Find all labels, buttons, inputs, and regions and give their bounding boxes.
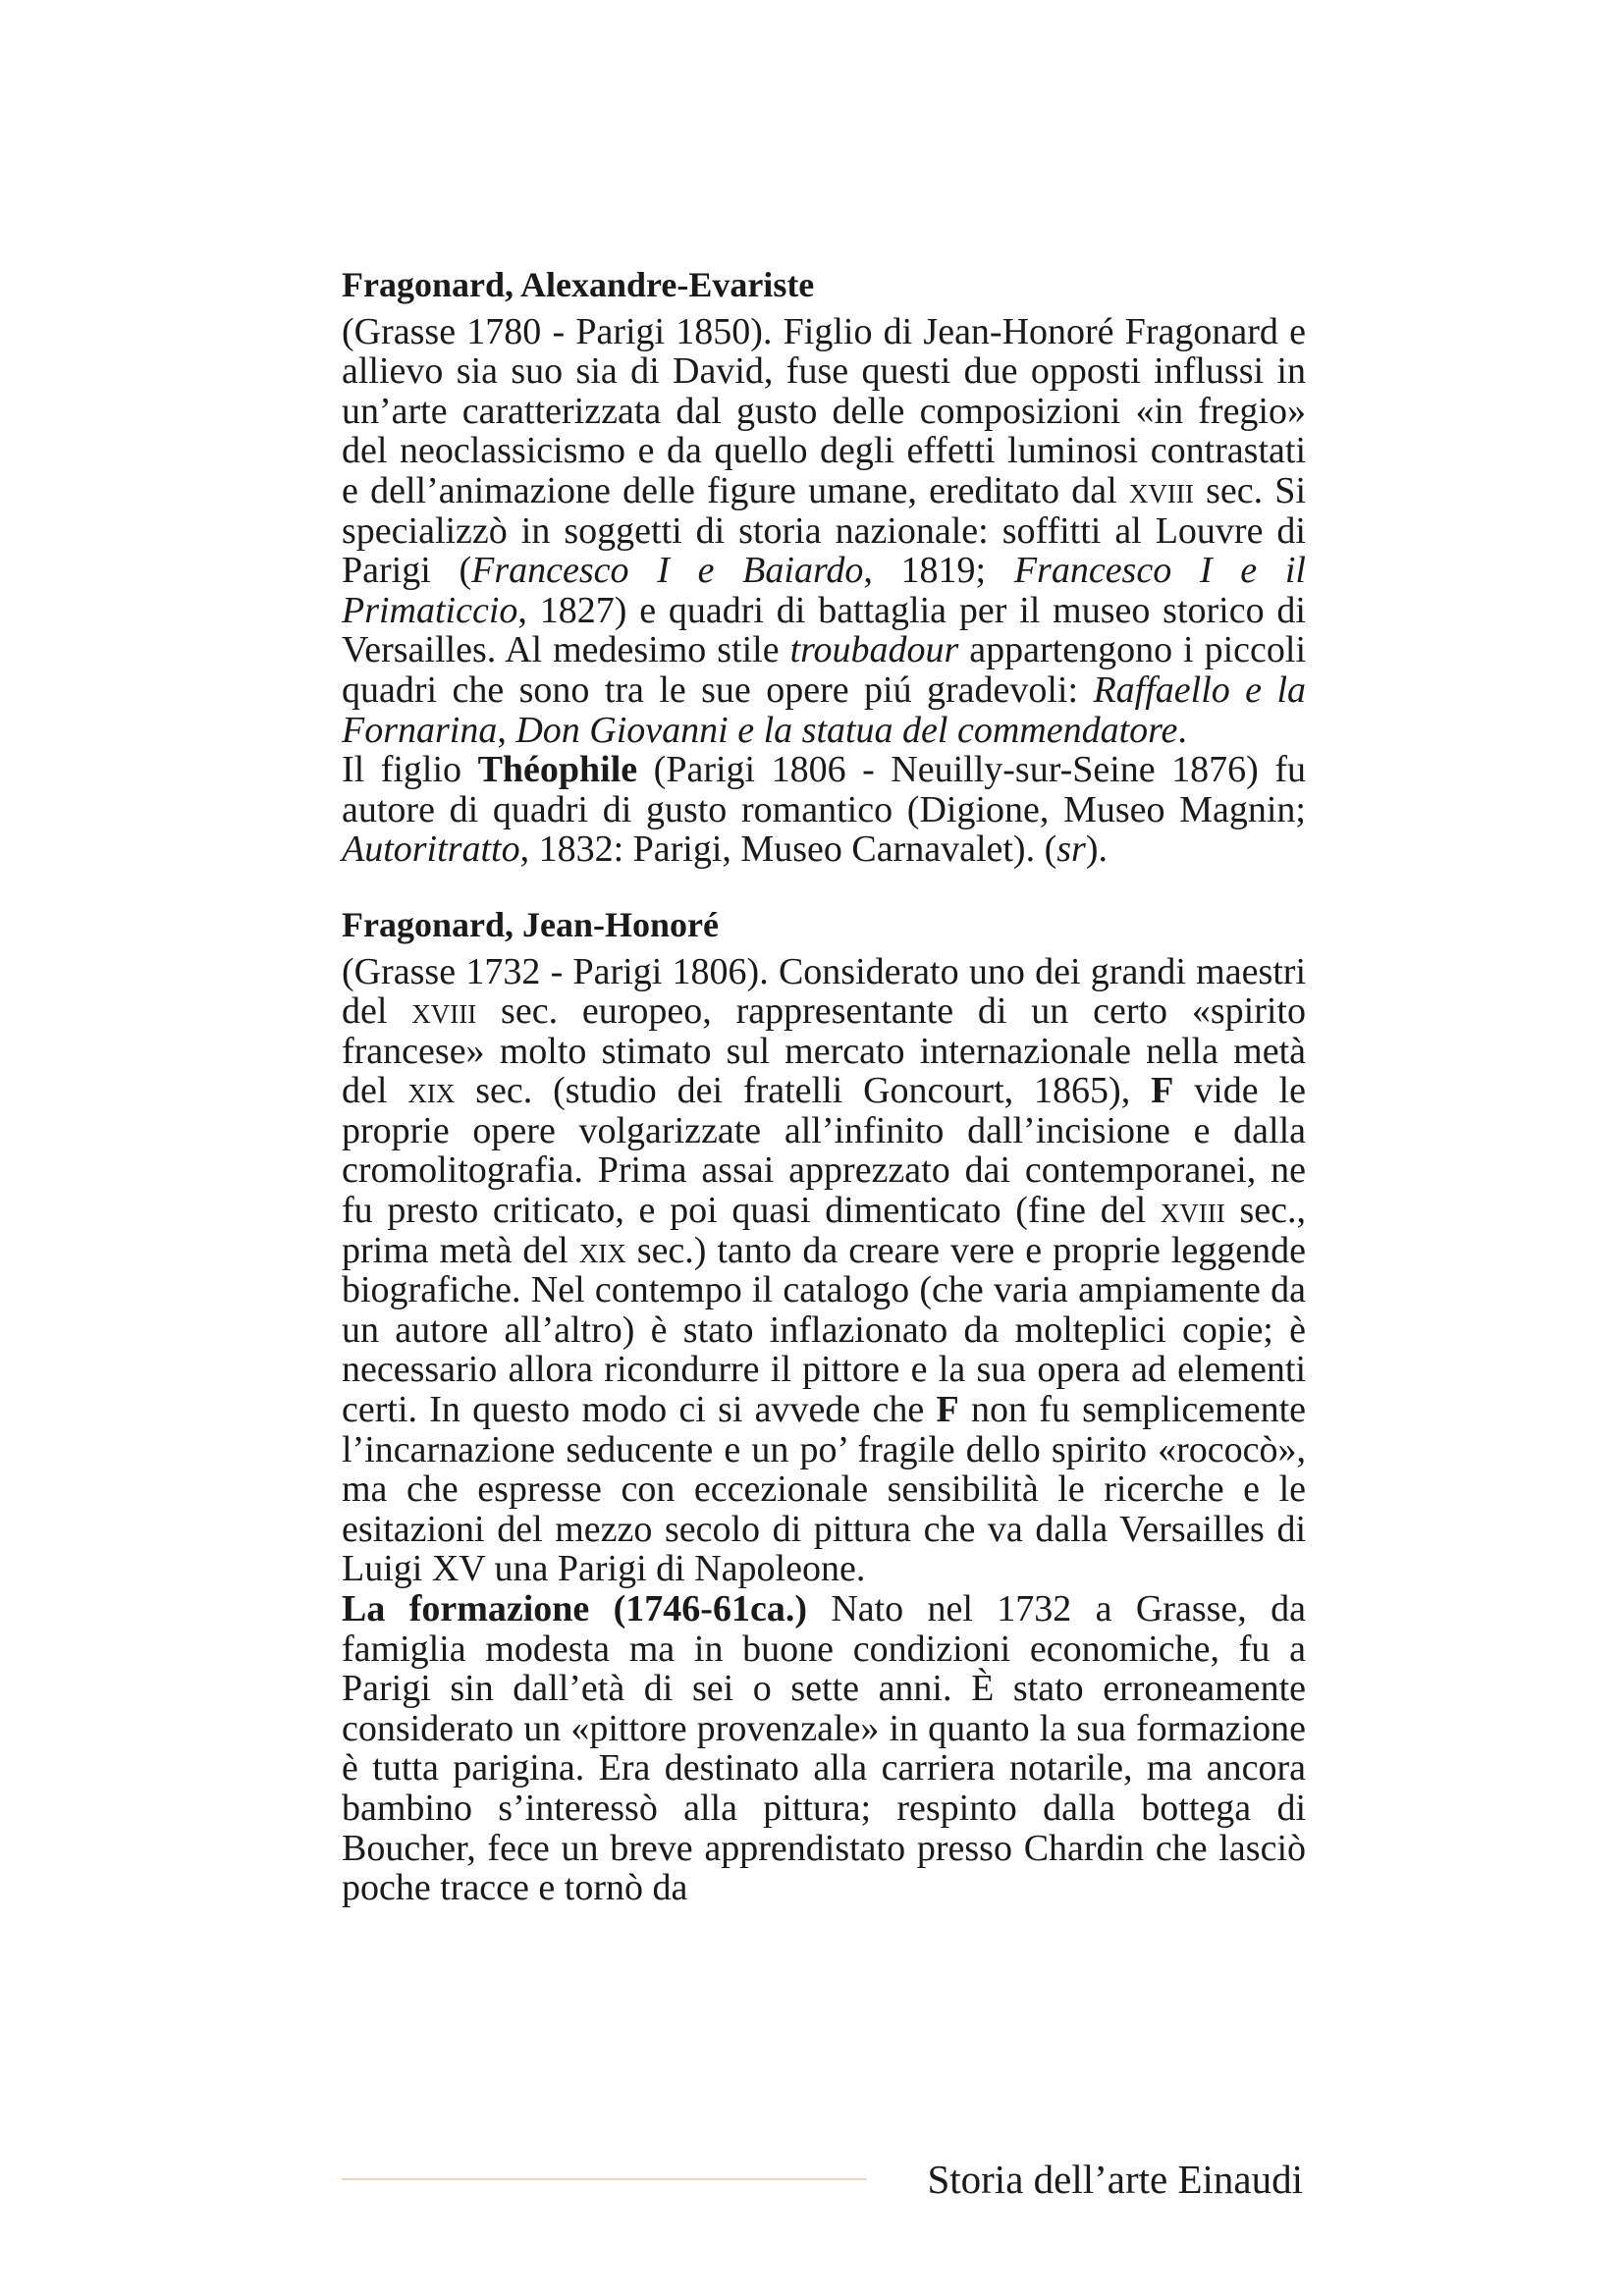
entry-paragraph [342, 952, 1306, 1590]
text-run-smallcaps: xix [578, 1229, 626, 1271]
subject-abbrev: F [1151, 1070, 1174, 1112]
text-run: (Grasse 1780 - Parigi 1850). Figlio di Jean-Honoré Fragonard e allievo sia suo sia di David, fuse questi due opposti influssi in un’arte caratterizzata dal gusto delle composizioni «in fregio» del neoclassicismo e da quello degli effetti luminosi contrastati e dell’animazione delle figure umane, ereditato dal [342, 310, 1306, 511]
entry-alexandre-evariste [342, 265, 1306, 870]
text-run: , [497, 709, 516, 751]
text-run: , 1819; [863, 550, 1014, 592]
text-run-smallcaps: xviii [411, 990, 477, 1033]
text-run: sec. europeo, rappresentante di un certo «spirito francese» molto stimato sul mercato internazionale nella metà del [342, 990, 1306, 1112]
entry-jean-honore [342, 905, 1306, 1908]
text-run: , 1832: Parigi, Museo Carnavalet). ( [519, 828, 1057, 871]
section-heading: La formazione (1746-61ca.) [342, 1588, 807, 1629]
entry-paragraph [342, 750, 1306, 870]
person-name: Théophile [477, 749, 638, 791]
text-run: (Grasse 1732 - Parigi 1806). Considerato uno dei grandi maestri del [342, 950, 1306, 1033]
text-run: appartengono i piccoli quadri che sono tra le sue opere piú gradevoli: [342, 629, 1306, 711]
artwork-title: Francesco I e Baiardo [471, 550, 864, 592]
text-run: (Parigi 1806 - Neuilly-sur-Seine 1876) fu autore di quadri di gusto romantico (Digione, Museo Magnin; [342, 749, 1306, 830]
artwork-title: Autoritratto [342, 828, 520, 871]
text-run: Nato nel 1732 a Grasse, da famiglia modesta ma in buone condizioni economiche, fu a Parigi sin dall’età di sei o sette anni. È stato erroneamente considerato un «pittore provenzale» in quanto la sua formazione è tutta parigina. Era destinato alla carriera notarile, ma ancora bambino s’interessò alla pittura; respinto dalla bottega di Boucher, fece un breve apprendistato presso Chardin che lasciò poche tracce e tornò da [342, 1588, 1306, 1909]
footer-publisher: Storia dell’arte Einaudi [927, 2157, 1303, 2202]
text-run: sec. Si specializzò in soggetti di storia nazionale: soffitti al Louvre di Parigi ( [342, 469, 1307, 592]
entry-title: Fragonard, Jean-Honoré [342, 904, 719, 944]
text-run: ). [1085, 828, 1108, 871]
author-initials: sr [1056, 828, 1086, 871]
artwork-title: Francesco I e il Primaticcio [342, 550, 1306, 631]
text-run-italic: troubadour [789, 629, 959, 671]
entry-paragraph [342, 1589, 1306, 1908]
artwork-title: Raffaello e la Fornarina [342, 668, 1307, 751]
text-run-smallcaps: xix [407, 1070, 456, 1112]
entry-title: Fragonard, Alexandre-Evariste [342, 265, 815, 304]
entry-paragraph [342, 312, 1306, 751]
text-run: Il figlio [342, 749, 478, 791]
text-run-smallcaps: xviii [1160, 1190, 1225, 1232]
text-run: . [1177, 709, 1187, 751]
text-run: , 1827) e quadri di battaglia per il museo storico di Versailles. Al medesimo stile [342, 589, 1306, 671]
text-run: sec. (studio dei fratelli Goncourt, 1865), [455, 1070, 1152, 1112]
footer-rule [342, 2178, 867, 2180]
text-run: non fu semplicemente l’incarnazione seducente e un po’ fragile dello spirito «rococò», ma che espresse con eccezionale sensibilità le ricerche e le esitazioni del mezzo secolo di pittura che va dalla Versailles di Luigi XV una Parigi di Napoleone. [342, 1389, 1306, 1590]
text-run: sec.) tanto da creare vere e proprie leggende biografiche. Nel contempo il catalogo (che varia ampiamente da un autore all’altro) è stato inflazionato da molteplici copie; è necessario allora ricondurre il pittore e la sua opera ad elementi certi. In questo modo ci si avvede che [342, 1229, 1306, 1431]
text-run: sec., prima metà del [342, 1190, 1306, 1271]
text-run: vide le proprie opere volgarizzate all’infinito dall’incisione e dalla cromolitografia. Prima assai apprezzato dai contemporanei, ne fu presto criticato, e poi quasi dimenticato (fine del [342, 1070, 1306, 1232]
subject-abbrev: F [936, 1389, 959, 1431]
artwork-title: Don Giovanni e la statua del commendatore [515, 709, 1178, 751]
page-body [342, 265, 1306, 1944]
text-run-smallcaps: xviii [1128, 469, 1194, 511]
